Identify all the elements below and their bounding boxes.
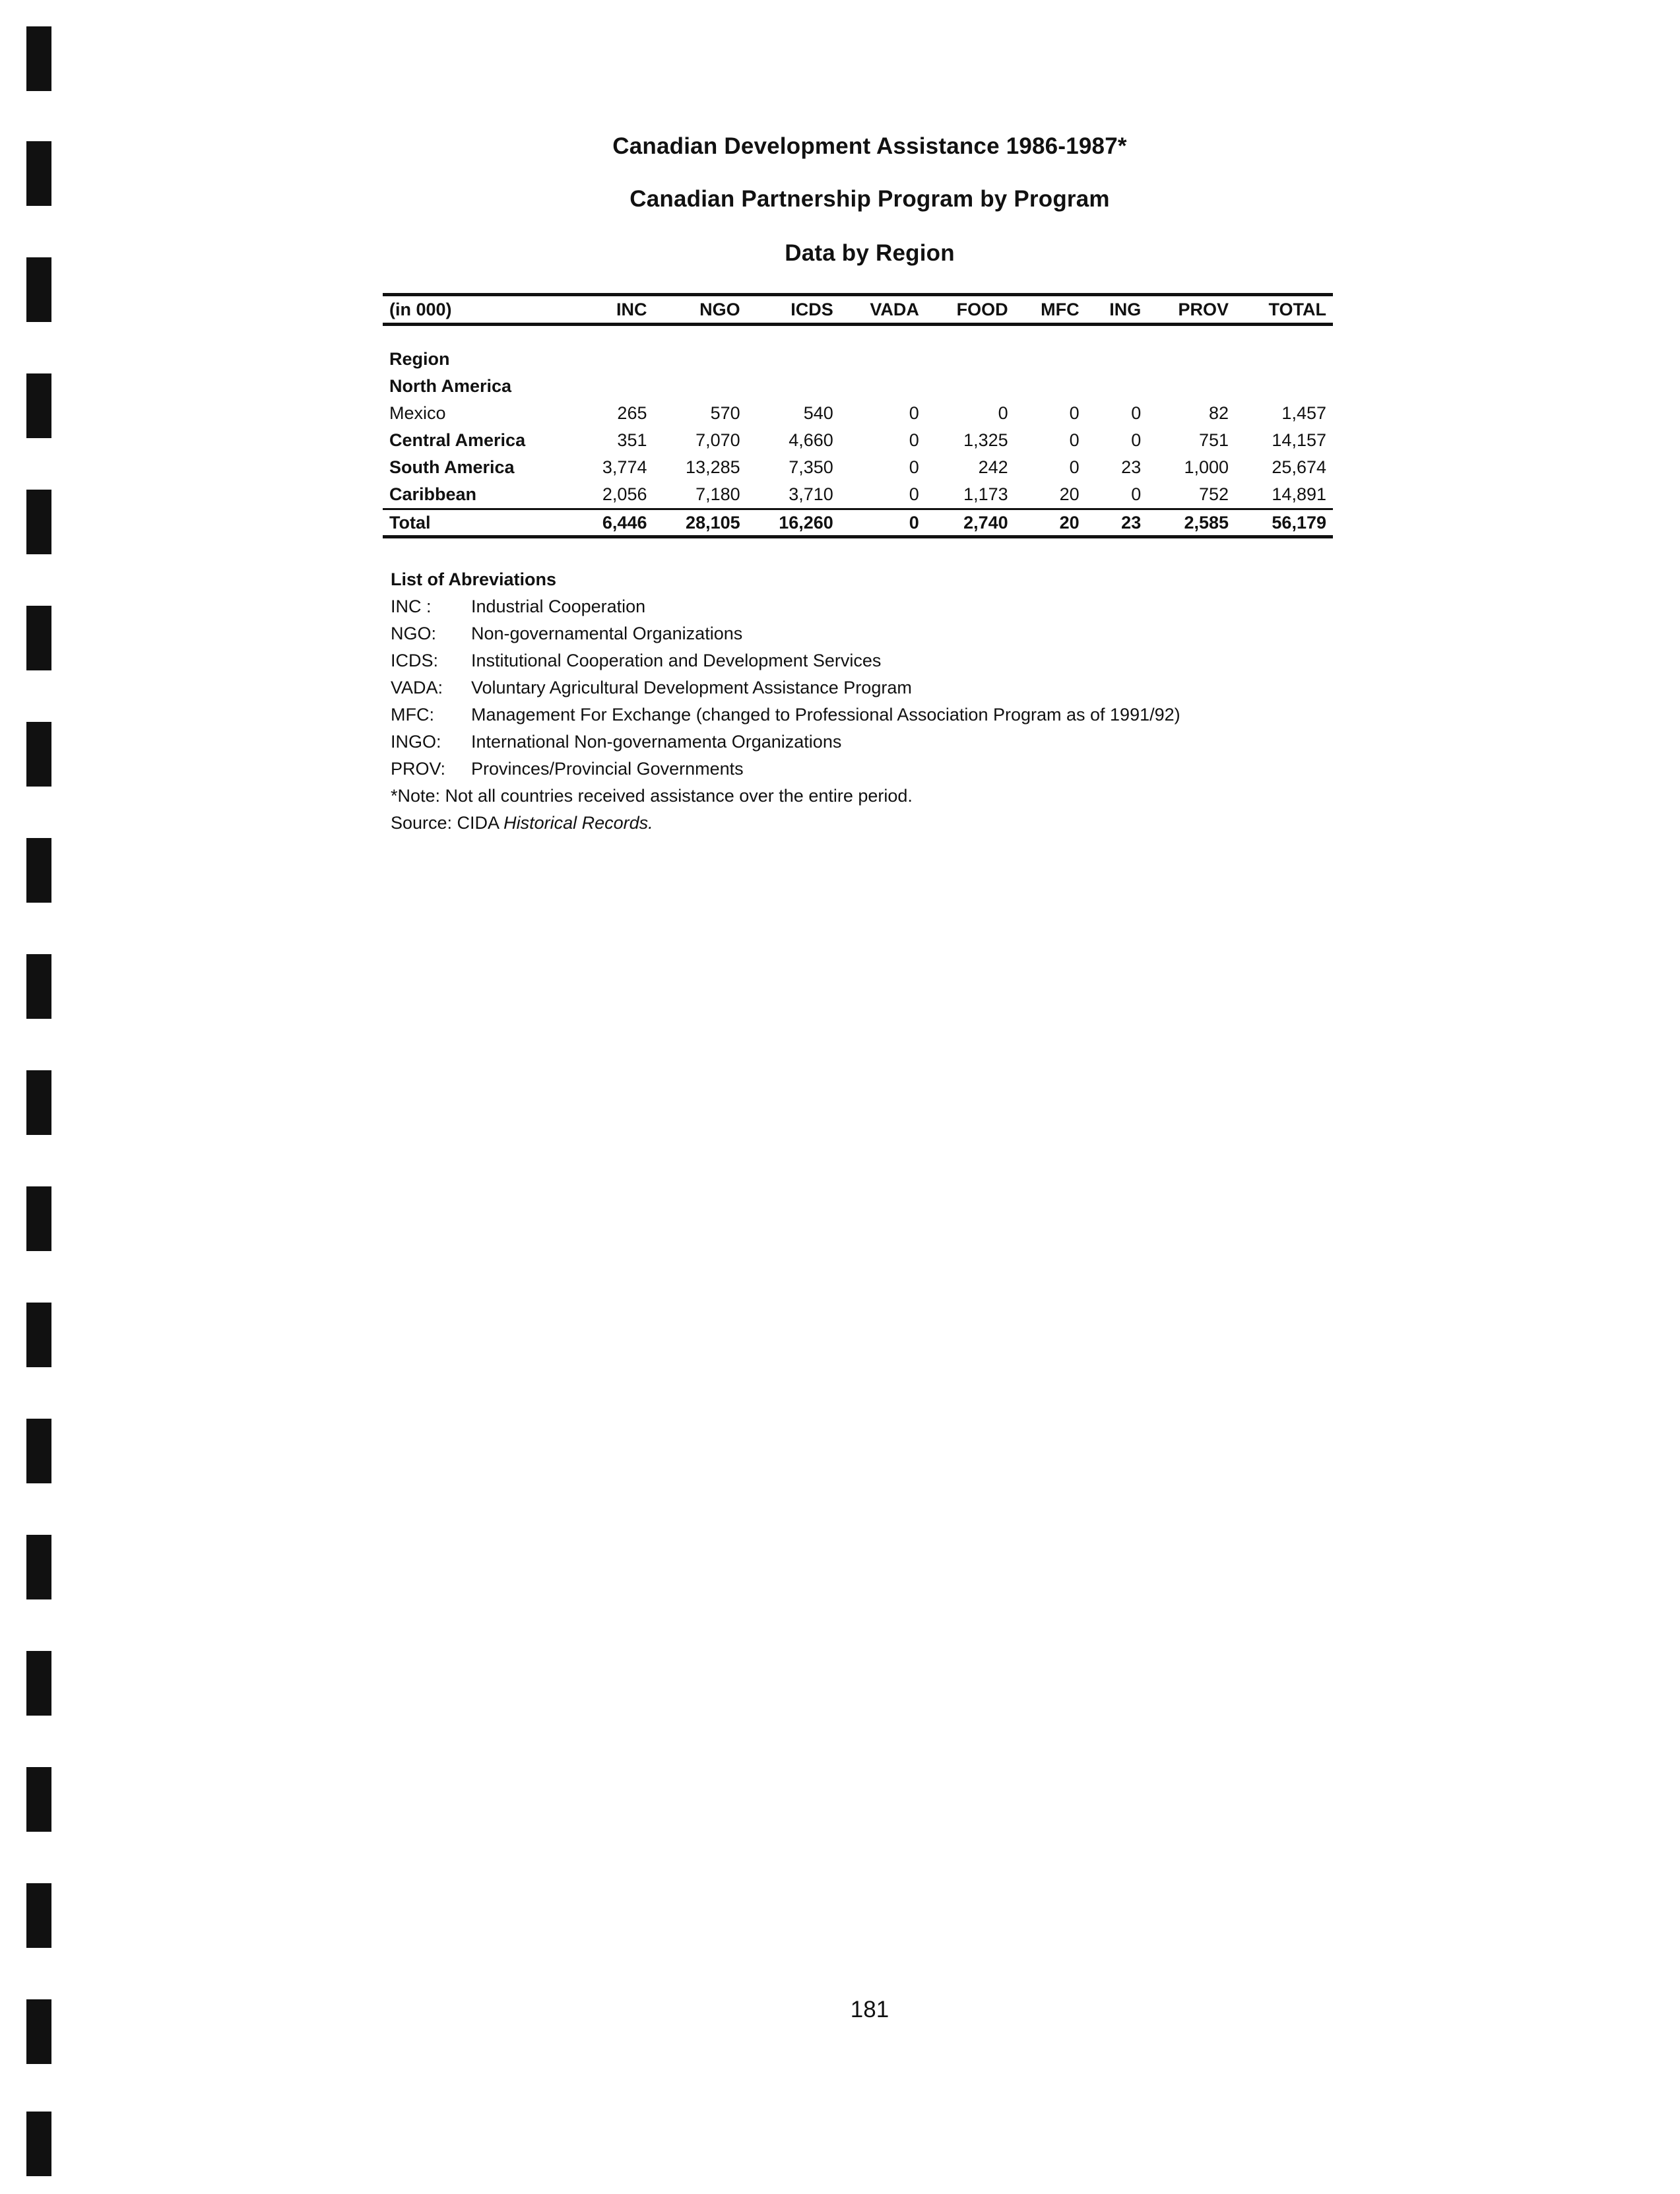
total-cell: 0 bbox=[909, 512, 919, 532]
binder-mark bbox=[26, 490, 51, 554]
abbreviation-meaning: Institutional Cooperation and Development Services bbox=[471, 651, 882, 670]
total-cell: 23 bbox=[1121, 512, 1142, 532]
table-row bbox=[383, 454, 1333, 481]
page-number: 181 bbox=[850, 1997, 889, 2022]
table-cell: 7,070 bbox=[695, 430, 740, 450]
abbreviation-item bbox=[391, 593, 1180, 620]
binder-mark bbox=[26, 1419, 51, 1483]
abbreviation-code: MFC: bbox=[391, 705, 434, 725]
table-cell: 265 bbox=[617, 403, 647, 423]
group-label: Region bbox=[389, 349, 450, 369]
abbreviation-code: VADA: bbox=[391, 678, 443, 697]
table-cell: 82 bbox=[1208, 403, 1229, 423]
binder-mark bbox=[26, 1303, 51, 1367]
table-cell: 14,891 bbox=[1272, 484, 1326, 504]
column-header: INC bbox=[616, 299, 647, 319]
abbreviation-meaning: Management For Exchange (changed to Professional Association Program as of 1991/92) bbox=[471, 705, 1180, 725]
abbreviation-code: NGO: bbox=[391, 624, 437, 643]
total-row bbox=[383, 509, 1333, 537]
table-cell: 570 bbox=[710, 403, 740, 423]
abbreviation-item bbox=[391, 674, 1180, 701]
table-cell: 0 bbox=[909, 457, 919, 477]
total-cell: 2,740 bbox=[963, 512, 1008, 532]
table-cell: 0 bbox=[1069, 430, 1080, 450]
page-title: Canadian Development Assistance 1986-1987* bbox=[612, 133, 1127, 159]
binder-mark bbox=[26, 2112, 51, 2176]
abbreviation-meaning: Non-governamental Organizations bbox=[471, 624, 743, 643]
abbreviation-code: PROV: bbox=[391, 759, 446, 779]
total-cell: 56,179 bbox=[1272, 512, 1326, 532]
source-prefix: Source: CIDA bbox=[391, 813, 504, 833]
table-cell: 13,285 bbox=[686, 457, 740, 477]
binder-mark bbox=[26, 1651, 51, 1716]
abbreviation-item bbox=[391, 728, 1180, 756]
binder-mark bbox=[26, 1767, 51, 1832]
total-cell: 20 bbox=[1059, 512, 1080, 532]
binder-mark bbox=[26, 257, 51, 322]
table-cell: 0 bbox=[909, 430, 919, 450]
table-row bbox=[383, 427, 1333, 454]
binder-mark bbox=[26, 26, 51, 91]
binder-mark bbox=[26, 606, 51, 670]
table-cell: 7,350 bbox=[789, 457, 833, 477]
table-cell: 4,660 bbox=[789, 430, 833, 450]
total-label: Total bbox=[389, 512, 431, 532]
abbreviations-title: List of Abreviations bbox=[391, 569, 557, 589]
binder-mark bbox=[26, 1535, 51, 1599]
abbreviations-section bbox=[391, 566, 1180, 837]
source-line bbox=[391, 810, 1180, 837]
row-label: South America bbox=[389, 457, 515, 477]
total-cell: 16,260 bbox=[779, 512, 833, 532]
abbreviation-meaning: Voluntary Agricultural Development Assistance Program bbox=[471, 678, 912, 697]
column-header: MFC bbox=[1041, 299, 1080, 319]
table-cell: 0 bbox=[1069, 457, 1080, 477]
abbreviation-meaning: Industrial Cooperation bbox=[471, 597, 646, 616]
table-cell: 0 bbox=[909, 484, 919, 504]
table-cell: 7,180 bbox=[695, 484, 740, 504]
column-header: TOTAL bbox=[1268, 299, 1326, 319]
total-cell: 2,585 bbox=[1184, 512, 1229, 532]
row-label: Central America bbox=[389, 430, 526, 450]
binder-mark bbox=[26, 373, 51, 438]
table-cell: 2,056 bbox=[602, 484, 647, 504]
abbreviation-item bbox=[391, 647, 1180, 674]
section-title: Data by Region bbox=[785, 240, 955, 266]
table-cell: 20 bbox=[1059, 484, 1080, 504]
abbreviation-meaning: International Non-governamenta Organizations bbox=[471, 732, 842, 752]
abbreviation-meaning: Provinces/Provincial Governments bbox=[471, 759, 744, 779]
abbreviation-item bbox=[391, 620, 1180, 647]
column-header: FOOD bbox=[956, 299, 1008, 319]
column-header: PROV bbox=[1178, 299, 1229, 319]
region-data-table bbox=[383, 293, 1333, 538]
row-label: Caribbean bbox=[389, 484, 477, 504]
table-cell: 1,325 bbox=[963, 430, 1008, 450]
column-header: NGO bbox=[699, 299, 740, 319]
table-cell: 540 bbox=[803, 403, 833, 423]
binder-mark bbox=[26, 838, 51, 903]
row-label: Mexico bbox=[389, 403, 446, 423]
source-title: Historical Records. bbox=[503, 813, 653, 833]
abbreviation-code: ICDS: bbox=[391, 651, 439, 670]
data-table-container bbox=[383, 293, 1333, 538]
table-row bbox=[383, 481, 1333, 509]
subgroup-label: North America bbox=[389, 376, 512, 396]
table-cell: 0 bbox=[1131, 430, 1142, 450]
binder-mark bbox=[26, 1070, 51, 1135]
column-header: ICDS bbox=[791, 299, 833, 319]
table-cell: 1,000 bbox=[1184, 457, 1229, 477]
table-cell: 0 bbox=[1131, 403, 1142, 423]
column-header: VADA bbox=[870, 299, 919, 319]
binder-mark bbox=[26, 1186, 51, 1251]
unit-label: (in 000) bbox=[389, 299, 452, 319]
table-header-row bbox=[383, 295, 1333, 325]
binder-mark bbox=[26, 954, 51, 1019]
table-cell: 1,173 bbox=[963, 484, 1008, 504]
table-cell: 0 bbox=[998, 403, 1008, 423]
table-cell: 1,457 bbox=[1281, 403, 1326, 423]
binder-mark bbox=[26, 1883, 51, 1948]
footnote: *Note: Not all countries received assistance over the entire period. bbox=[391, 786, 913, 806]
total-cell: 28,105 bbox=[686, 512, 740, 532]
table-cell: 0 bbox=[1131, 484, 1142, 504]
table-cell: 752 bbox=[1198, 484, 1229, 504]
table-cell: 0 bbox=[1069, 403, 1080, 423]
table-cell: 0 bbox=[909, 403, 919, 423]
subgroup-row bbox=[383, 373, 1333, 400]
table-row bbox=[383, 400, 1333, 427]
group-row bbox=[383, 346, 1333, 373]
table-cell: 242 bbox=[978, 457, 1008, 477]
abbreviation-item bbox=[391, 701, 1180, 728]
abbreviation-code: INGO: bbox=[391, 732, 441, 752]
table-cell: 351 bbox=[617, 430, 647, 450]
abbreviation-item bbox=[391, 756, 1180, 783]
table-cell: 14,157 bbox=[1272, 430, 1326, 450]
table-cell: 3,774 bbox=[602, 457, 647, 477]
page-subtitle: Canadian Partnership Program by Program bbox=[630, 186, 1110, 212]
table-cell: 3,710 bbox=[789, 484, 833, 504]
table-cell: 23 bbox=[1121, 457, 1142, 477]
total-cell: 6,446 bbox=[602, 512, 647, 532]
table-cell: 751 bbox=[1198, 430, 1229, 450]
column-header: ING bbox=[1109, 299, 1142, 319]
binder-mark bbox=[26, 722, 51, 787]
table-cell: 25,674 bbox=[1272, 457, 1326, 477]
abbreviation-code: INC : bbox=[391, 597, 432, 616]
table-spacer bbox=[383, 325, 1333, 346]
